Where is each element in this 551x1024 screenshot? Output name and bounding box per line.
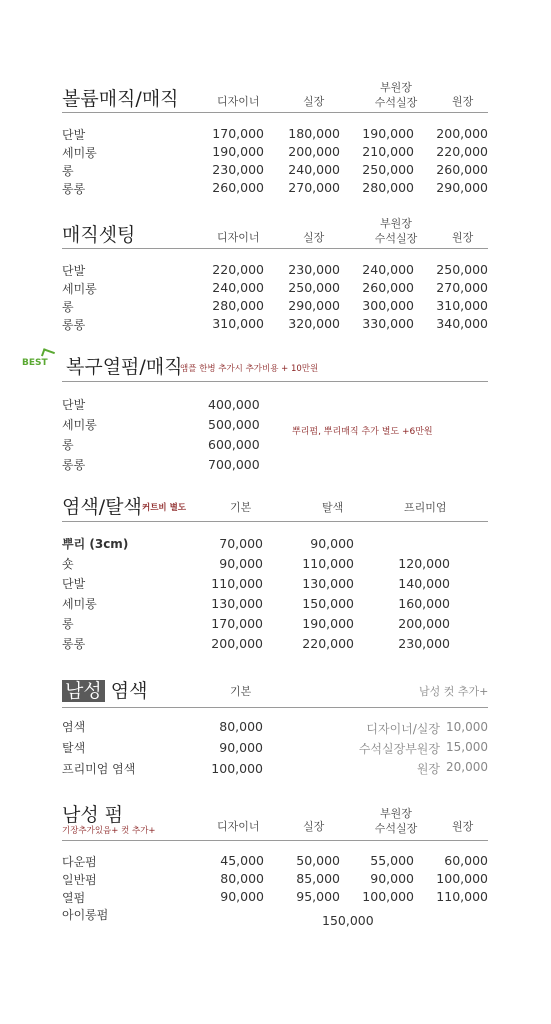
price-cell: 250,000 [436,262,488,277]
men-label-dark: 남성 [62,680,105,702]
price-cell: 95,000 [296,889,340,904]
price-cell: 90,000 [310,536,354,551]
row-label: 세미롱 [62,146,97,160]
price-cell: 200,000 [436,126,488,141]
price-cell: 110,000 [302,556,354,571]
price-cell: 200,000 [211,636,263,651]
price-cell: 110,000 [436,889,488,904]
price-cell: 90,000 [219,556,263,571]
col-header-designer: 디자이너 [217,820,260,833]
section-title-color: 염색/탈색 [62,496,142,518]
price-cell: 250,000 [362,162,414,177]
price-cell: 260,000 [436,162,488,177]
price-cell: 190,000 [362,126,414,141]
price-cell: 160,000 [398,596,450,611]
price-cell: 100,000 [436,871,488,886]
col-header-vice-director-b: 수석실장 [374,232,418,245]
row-label: 단발 [62,577,86,591]
row-label: 다운펌 [62,855,97,869]
col-header-vice-director [368,80,424,110]
row-label: 롱롱 [62,637,86,651]
price-cell: 240,000 [212,280,264,295]
price-cell: 110,000 [211,576,263,591]
col-header-director: 원장 [452,231,474,244]
price-cell: 150,000 [322,913,374,928]
price-cell: 290,000 [436,180,488,195]
price-cell: 140,000 [398,576,450,591]
price-cell: 230,000 [212,162,264,177]
section-title-men-perm: 남성 펌 [62,804,124,826]
price-cell: 45,000 [220,853,264,868]
root-perm-note: 뿌리펌, 뿌리매직 추가 별도 +6만원 [292,427,433,437]
best-label: BEST [22,358,48,368]
row-label: 탈색 [62,741,86,755]
row-label: 롱롱 [62,458,86,472]
price-cell: 310,000 [212,316,264,331]
section-divider [62,381,488,382]
price-cell: 100,000 [362,889,414,904]
row-label: 일반펌 [62,873,97,887]
price-cell: 300,000 [362,298,414,313]
price-cell: 330,000 [362,316,414,331]
men-color-label: 염색 [110,680,148,702]
row-label: 프리미엄 염색 [62,762,136,776]
price-cell: 260,000 [362,280,414,295]
row-label: 롱 [62,617,74,631]
section-title-recovery: 복구열펌/매직 [66,356,183,378]
col-header-designer: 디자이너 [217,95,260,108]
price-cell: 130,000 [211,596,263,611]
section-divider [62,521,488,522]
section-title-men-color [62,676,147,703]
price-cell: 250,000 [288,280,340,295]
price-cell: 180,000 [288,126,340,141]
price-cell: 280,000 [362,180,414,195]
col-header-vice-director-a: 부원장 [380,217,412,230]
cut-role-label: 수석실장부원장 [358,742,440,756]
price-cell: 200,000 [398,616,450,631]
row-label: 세미롱 [62,597,97,611]
price-cell: 200,000 [288,144,340,159]
col-header-director: 원장 [452,95,474,108]
ampoule-note: 앰플 한병 추가시 추가비용 + 10만원 [180,364,319,374]
row-label: 롱 [62,438,74,452]
col-header-premium: 프리미엄 [404,501,447,514]
section-divider [62,840,488,841]
price-cell: 80,000 [220,871,264,886]
cut-price-cell: 20,000 [446,760,488,774]
row-label: 단발 [62,398,86,412]
price-cell: 240,000 [362,262,414,277]
col-header-director: 원장 [452,820,474,833]
price-cell: 90,000 [219,740,263,755]
price-cell: 90,000 [370,871,414,886]
price-cell: 270,000 [288,180,340,195]
cut-extra-note: 커트비 별도 [142,503,187,513]
col-header-designer: 디자이너 [217,231,260,244]
price-cell: 260,000 [212,180,264,195]
price-cell: 90,000 [220,889,264,904]
price-cell: 290,000 [288,298,340,313]
price-cell: 340,000 [436,316,488,331]
cut-price-cell: 10,000 [446,720,488,734]
col-header-manager: 실장 [303,95,325,108]
price-cell: 150,000 [302,596,354,611]
price-cell: 220,000 [212,262,264,277]
section-divider [62,112,488,113]
price-cell: 70,000 [219,536,263,551]
price-cell: 80,000 [219,719,263,734]
col-header-manager: 실장 [303,820,325,833]
row-label: 롱 [62,300,74,314]
row-label: 롱 [62,164,74,178]
price-cell: 50,000 [296,853,340,868]
section-divider [62,707,488,708]
cut-role-label: 원장 [416,762,440,776]
section-title-magic-setting: 매직셋팅 [62,224,136,246]
price-cell: 220,000 [436,144,488,159]
col-header-manager: 실장 [303,231,325,244]
col-header-vice-director-b: 수석실장 [374,822,418,835]
price-cell: 85,000 [296,871,340,886]
price-cell: 170,000 [211,616,263,631]
price-cell: 60,000 [444,853,488,868]
row-label: 롱롱 [62,182,86,196]
row-label: 염색 [62,720,86,734]
price-cell: 230,000 [398,636,450,651]
row-label: 롱롱 [62,318,86,332]
cut-price-cell: 15,000 [446,740,488,754]
price-cell: 230,000 [288,262,340,277]
col-header-basic: 기본 [230,685,252,698]
row-label: 단발 [62,128,86,142]
price-cell: 400,000 [208,397,260,412]
price-cell: 280,000 [212,298,264,313]
col-header-vice-director [368,216,424,246]
col-header-bleach: 탈색 [322,501,344,514]
section-title-volume-magic: 볼륨매직/매직 [62,88,179,110]
col-header-vice-director-a: 부원장 [380,81,412,94]
length-extra-note: 기장추가있음+ 컷 추가+ [62,826,156,836]
men-cut-note: 남성 컷 추가+ [419,685,489,698]
col-header-basic: 기본 [230,501,252,514]
row-label: 아이롱펌 [62,908,109,922]
section-divider [62,248,488,249]
price-cell: 220,000 [302,636,354,651]
price-cell: 190,000 [302,616,354,631]
row-label: 세미롱 [62,282,97,296]
cut-role-label: 디자이너/실장 [366,722,440,736]
col-header-vice-director [368,806,424,836]
best-badge [20,350,60,372]
price-cell: 320,000 [288,316,340,331]
price-cell: 600,000 [208,437,260,452]
price-cell: 240,000 [288,162,340,177]
price-cell: 100,000 [211,761,263,776]
row-label: 단발 [62,264,86,278]
price-cell: 700,000 [208,457,260,472]
price-cell: 270,000 [436,280,488,295]
price-cell: 55,000 [370,853,414,868]
price-cell: 310,000 [436,298,488,313]
row-label: 숏 [62,557,74,571]
row-label: 열펌 [62,891,86,905]
row-label: 뿌리 (3cm) [62,537,129,551]
price-cell: 500,000 [208,417,260,432]
price-cell: 120,000 [398,556,450,571]
price-cell: 170,000 [212,126,264,141]
price-cell: 130,000 [302,576,354,591]
col-header-vice-director-b: 수석실장 [374,96,418,109]
price-cell: 190,000 [212,144,264,159]
price-cell: 210,000 [362,144,414,159]
col-header-vice-director-a: 부원장 [380,807,412,820]
row-label: 세미롱 [62,418,97,432]
